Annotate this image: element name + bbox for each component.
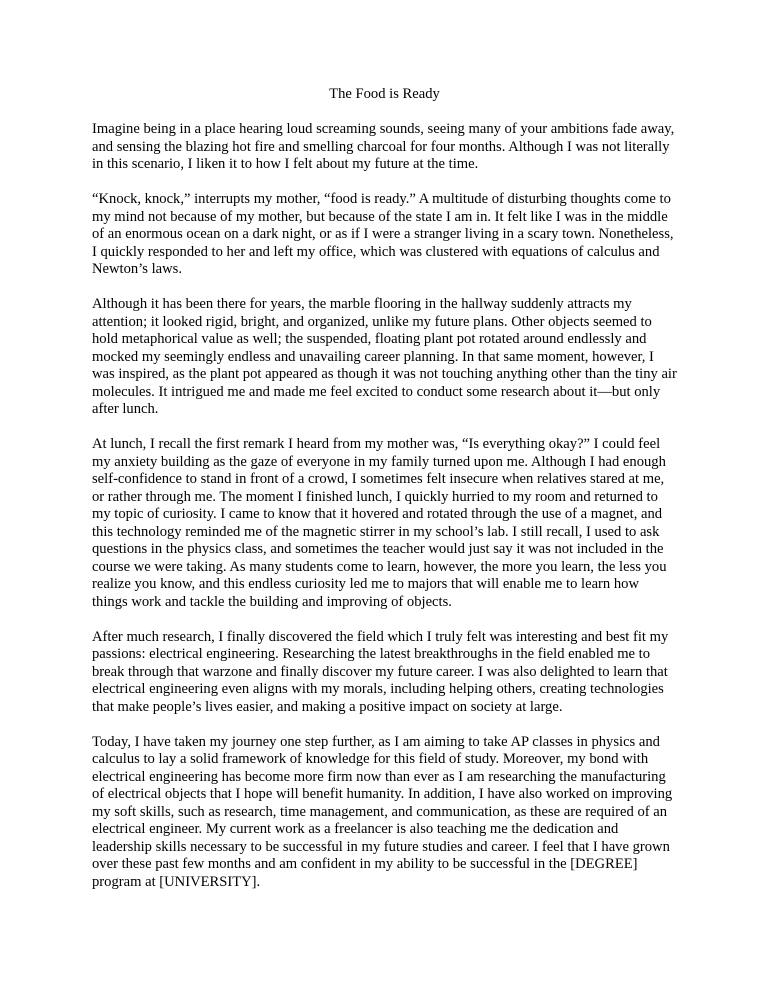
paragraph-2: “Knock, knock,” interrupts my mother, “food is ready.” A multitude of disturbing thoughts come to my mind not because of my mother, but because of the state I am in. It felt like I was in the middle of an enormous ocean on a dark night, or as if I were a stranger living in a scary town. Nonetheless, I quickly responded to her and left my office, which was clustered with equations of calculus and Newton’s laws. — [92, 191, 674, 277]
document-page — [92, 86, 677, 909]
paragraph-1: Imagine being in a place hearing loud screaming sounds, seeing many of your ambitions fade away, and sensing the blazing hot fire and smelling charcoal for four months. Although I was not literally in this scenario, I liken it to how I felt about my future at the time. — [92, 121, 675, 172]
paragraph-5: After much research, I finally discovered the field which I truly felt was interesting and best fit my passions: electrical engineering. Researching the latest breakthroughs in the field enabled me to break through that warzone and finally discover my future career. I was also delighted to learn that electrical engineering even aligns with my morals, including helping others, creating technologies that make people’s lives easier, and making a positive impact on society at large. — [92, 628, 669, 715]
paragraph-6: Today, I have taken my journey one step further, as I am aiming to take AP classes in physics and calculus to lay a solid framework of knowledge for this field of study. Moreover, my bond with electrical engineering has become more firm now than ever as I am researching the manufacturing of electrical objects that I hope will benefit humanity. In addition, I have also worked on improving my soft skills, such as research, time management, and communication, as these are required of an electrical engineer. My current work as a freelancer is also teaching me the dedication and leadership skills necessary to be successful in my future studies and career. I feel that I have grown over these past few months and am confident in my ability to be successful in the [DEGREE] program at [UNIVERSITY]. — [92, 733, 673, 890]
paragraph-4: At lunch, I recall the first remark I heard from my mother was, “Is everything okay?” I could feel my anxiety building as the gaze of everyone in my family turned upon me. Although I had enough self-confidence to stand in front of a crowd, I sometimes felt insecure when relatives stared at me, or rather through me. The moment I finished lunch, I quickly hurried to my room and returned to my topic of curiosity. I came to know that it hovered and rotated through the use of a magnet, and this technology reminded me of the magnetic stirrer in my school’s lab. I still recall, I used to ask questions in the physics class, and sometimes the teacher would just say it was not included in the course we were taking. As many students come to learn, however, the more you learn, the less you realize you know, and this endless curiosity led me to majors that will enable me to learn how things work and tackle the building and improving of objects. — [92, 436, 667, 610]
document-title: The Food is Ready — [329, 86, 440, 102]
paragraph-3: Although it has been there for years, the marble flooring in the hallway suddenly attracts my attention; it looked rigid, bright, and organized, unlike my future plans. Other objects seemed to hold metaphorical value as well; the suspended, floating plant pot rotated around endlessly and mocked my seemingly endless and unavailing career planning. In that same moment, however, I was inspired, as the plant pot appeared as though it was not touching anything other than the tiny air molecules. It intrigued me and made me feel excited to conduct some research about it—but only after lunch. — [92, 296, 677, 417]
